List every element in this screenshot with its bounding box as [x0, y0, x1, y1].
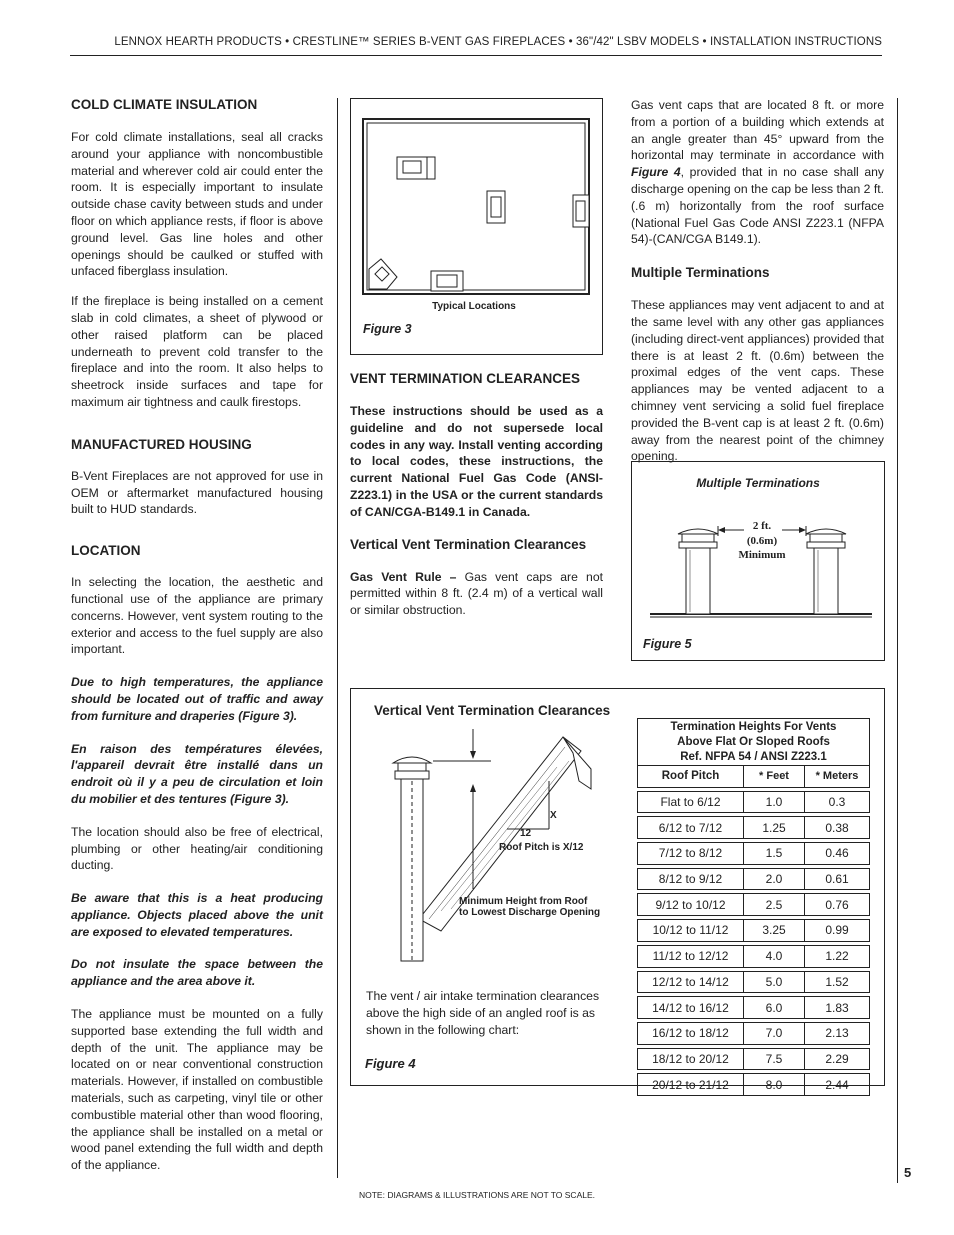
meters-cell: 0.76 [805, 894, 870, 916]
feet-cell: 4.0 [744, 945, 805, 967]
figure-5-box [631, 461, 885, 661]
location-paragraph-2: The location should also be free of electrical, plumbing or other heating/air conditioning ducting. [71, 824, 323, 873]
pitch-x-label: X [550, 810, 557, 821]
location-paragraph-1: In selecting the location, the aesthetic and functional use of the appliance are primary concerns. However, vent system routing to the exterior and access to the fuel supply are also important. [71, 575, 323, 657]
roof-pitch-cell: Flat to 6/12 [638, 791, 744, 813]
table-row [638, 1048, 870, 1070]
feet-cell: 2.5 [744, 894, 805, 916]
multiple-terminations-paragraph: These appliances may vent adjacent to and at the same level with any other gas appliances (including direct-vent appliances) provided that there is at least 2 ft. (0.6m) between the proximal edges of the vent caps. These appliances may be vented adjacent to a chimney vent servicing a solid fuel fireplace provided the B-vent cap is at least 2 ft. (0.6m) away from the nearest point of the chimney opening. [631, 298, 884, 464]
figure-3-box [350, 98, 603, 355]
figure-4-box [350, 688, 885, 1092]
roof-pitch-cell: 16/12 to 18/12 [638, 1022, 744, 1044]
roof-pitch-cell: 10/12 to 11/12 [638, 920, 744, 942]
vent-termination-guideline: These instructions should be used as a guideline and do not supersede local codes in any way. Install venting according to local codes, these instructions, the current National Fuel Gas Code (ANSI-Z223.1) in the USA or the current standards of CAN/CGA-B149.1 in Canada. [350, 404, 603, 519]
table-row [638, 997, 870, 1019]
feet-cell: 7.5 [744, 1048, 805, 1070]
figure-5-title: Multiple Terminations [696, 476, 820, 490]
roof-pitch-cell: 11/12 to 12/12 [638, 945, 744, 967]
roof-pitch-cell: 14/12 to 16/12 [638, 997, 744, 1019]
table-row [638, 1074, 870, 1096]
location-warning-french: En raison des températures élevées, l'appareil devrait être installé dans un endroit où il y a peu de circulation et loin du mobilier et des tentures (Figure 3). [71, 741, 323, 806]
table-row [638, 817, 870, 839]
gas-vent-rule-text: Gas vent caps are not permitted within 8 ft. (2.4 m) of a vertical wall or similar obstruction. [350, 569, 603, 618]
termination-heights-table [637, 718, 870, 1096]
meters-cell: 1.22 [805, 945, 870, 967]
manufactured-housing-paragraph: B-Vent Fireplaces are not approved for use in OEM or aftermarket manufactured housing built to HUD standards. [71, 468, 323, 517]
location-heading: LOCATION [71, 543, 141, 559]
typical-locations-label: Typical Locations [432, 301, 516, 312]
figure-4-title: Vertical Vent Termination Clearances [374, 703, 611, 718]
dimension-2ft: 2 ft. [752, 520, 772, 532]
gas-vent-caps-paragraph: Gas vent caps that are located 8 ft. or more from a portion of a building which extends at an angle greater than 45° upward from the horizontal may terminate in accordance with Figure 4, provided that in no case shall any discharge opening on the cap be less than 2 ft. (.6 m) horizontally from the roof surface (National Fuel Gas Code ANSI Z223.1 (NFPA 54)-(CAN/CGA B149.1). [631, 98, 885, 247]
table-row [638, 791, 870, 813]
cold-climate-paragraph-1: For cold climate installations, seal all cracks around your appliance with noncombustible material and wherever cold air could enter the room. It is especially important to insulate outside chase cavity between studs and under floor on which appliance rests, if floor is above ground level. Gas line holes and other openings should be caulked or stuffed with unfaced fiberglass insulation. [71, 130, 323, 279]
meters-cell: 0.46 [805, 843, 870, 865]
min-height-label-2: to Lowest Discharge Opening [459, 907, 601, 918]
roof-pitch-cell: 6/12 to 7/12 [638, 817, 744, 839]
table-title-3: Ref. NFPA 54 / ANSI Z223.1 [680, 750, 827, 763]
feet-cell: 2.0 [744, 868, 805, 890]
roof-pitch-label: Roof Pitch is X/12 [499, 842, 584, 853]
meters-cell: 2.29 [805, 1048, 870, 1070]
multiple-terminations-diagram [632, 462, 884, 660]
table-row [638, 868, 870, 890]
feet-cell: 1.0 [744, 791, 805, 813]
min-height-label-1: Minimum Height from Roof [459, 896, 588, 907]
location-paragraph-3: The appliance must be mounted on a fully supported base extending the full width and depth of the unit. The appliance may be located on or near conventional construction materials. However, if installed on combustible materials, such as carpeting, vinyl tile or other combustible material other than wood flooring, the appliance shall be installed on a metal or wood panel extending the full width and depth of the appliance. [71, 1007, 323, 1173]
column-divider-right [897, 98, 898, 1178]
figure-5-caption: Figure 5 [643, 637, 692, 651]
header-rule [70, 55, 882, 56]
gas-vent-rule [350, 569, 603, 619]
table-title-row [638, 719, 870, 766]
feet-cell: 8.0 [744, 1074, 805, 1096]
page-number: 5 [904, 1165, 912, 1180]
table-row [638, 1022, 870, 1044]
figure-4-reference: Figure 4 [631, 165, 681, 180]
header-feet: * Feet [744, 766, 805, 788]
meters-cell: 0.99 [805, 920, 870, 942]
figure-4-caption: Figure 4 [365, 1056, 416, 1071]
cold-climate-paragraph-2: If the fireplace is being installed on a cement slab in cold climates, a sheet of plywood or other raised platform can be placed underneath to prevent cold transfer to the fireplace and into the room. It also helps to sheetrock inside surfaces and tape for maximum air tightness and caulk firestops. [71, 294, 323, 409]
cold-climate-heading: COLD CLIMATE INSULATION [71, 97, 258, 112]
roof-pitch-cell: 20/12 to 21/12 [638, 1074, 744, 1096]
feet-cell: 6.0 [744, 997, 805, 1019]
header-roof-pitch: Roof Pitch [638, 766, 744, 788]
table-header-row [638, 766, 870, 788]
meters-cell: 0.38 [805, 817, 870, 839]
meters-cell: 1.52 [805, 971, 870, 993]
roof-pitch-diagram [351, 689, 641, 979]
meters-cell: 2.13 [805, 1022, 870, 1044]
location-warning-heat: Be aware that this is a heat producing appliance. Objects placed above the unit are exposed to elevated temperatures. [71, 891, 323, 939]
table-title-2: Above Flat Or Sloped Roofs [677, 735, 830, 748]
meters-cell: 1.83 [805, 997, 870, 1019]
vent-termination-heading: VENT TERMINATION CLEARANCES [350, 371, 581, 386]
room-plan-diagram [351, 99, 603, 355]
column-2 [350, 371, 603, 619]
dimension-minimum: Minimum [738, 549, 786, 561]
location-warning-traffic: Due to high temperatures, the appliance should be located out of traffic and away from furniture and draperies (Figure 3). [71, 675, 323, 723]
feet-cell: 3.25 [744, 920, 805, 942]
multiple-terminations-heading: Multiple Terminations [631, 265, 770, 281]
dimension-0-6m: (0.6m) [746, 535, 778, 547]
feet-cell: 5.0 [744, 971, 805, 993]
meters-cell: 0.61 [805, 868, 870, 890]
table-row [638, 843, 870, 865]
table-row [638, 920, 870, 942]
footer-page-rule [897, 1155, 898, 1183]
table-row [638, 945, 870, 967]
figure-4-description: The vent / air intake termination clearances above the high side of an angled roof is as shown in the following chart: [366, 989, 600, 1037]
roof-pitch-cell: 12/12 to 14/12 [638, 971, 744, 993]
roof-pitch-cell: 9/12 to 10/12 [638, 894, 744, 916]
feet-cell: 7.0 [744, 1022, 805, 1044]
pitch-12-label: 12 [520, 828, 532, 839]
column-1 [71, 97, 323, 1174]
meters-cell: 0.3 [805, 791, 870, 813]
roof-pitch-cell: 8/12 to 9/12 [638, 868, 744, 890]
column-divider-left [337, 98, 338, 1178]
roof-pitch-cell: 18/12 to 20/12 [638, 1048, 744, 1070]
feet-cell: 1.5 [744, 843, 805, 865]
feet-cell: 1.25 [744, 817, 805, 839]
vertical-vent-heading: Vertical Vent Termination Clearances [350, 536, 587, 552]
running-header: LENNOX HEARTH PRODUCTS • CRESTLINE™ SERIES B-VENT GAS FIREPLACES • 36"/42" LSBV MODELS • INSTALLATION INSTRUCTIONS [114, 36, 882, 48]
scale-note: NOTE: DIAGRAMS & ILLUSTRATIONS ARE NOT TO SCALE. [358, 1190, 595, 1200]
table-title-1: Termination Heights For Vents [670, 720, 837, 733]
table-row [638, 971, 870, 993]
column-3 [631, 97, 884, 465]
figure-3-caption: Figure 3 [363, 322, 412, 336]
header-meters: * Meters [805, 766, 870, 788]
location-warning-insulate: Do not insulate the space between the appliance and the area above it. [71, 957, 323, 989]
roof-pitch-cell: 7/12 to 8/12 [638, 843, 744, 865]
meters-cell: 2.44 [805, 1074, 870, 1096]
table-row [638, 894, 870, 916]
gas-vent-rule-lead: Gas Vent Rule – [350, 569, 465, 584]
manufactured-housing-heading: MANUFACTURED HOUSING [71, 436, 252, 452]
